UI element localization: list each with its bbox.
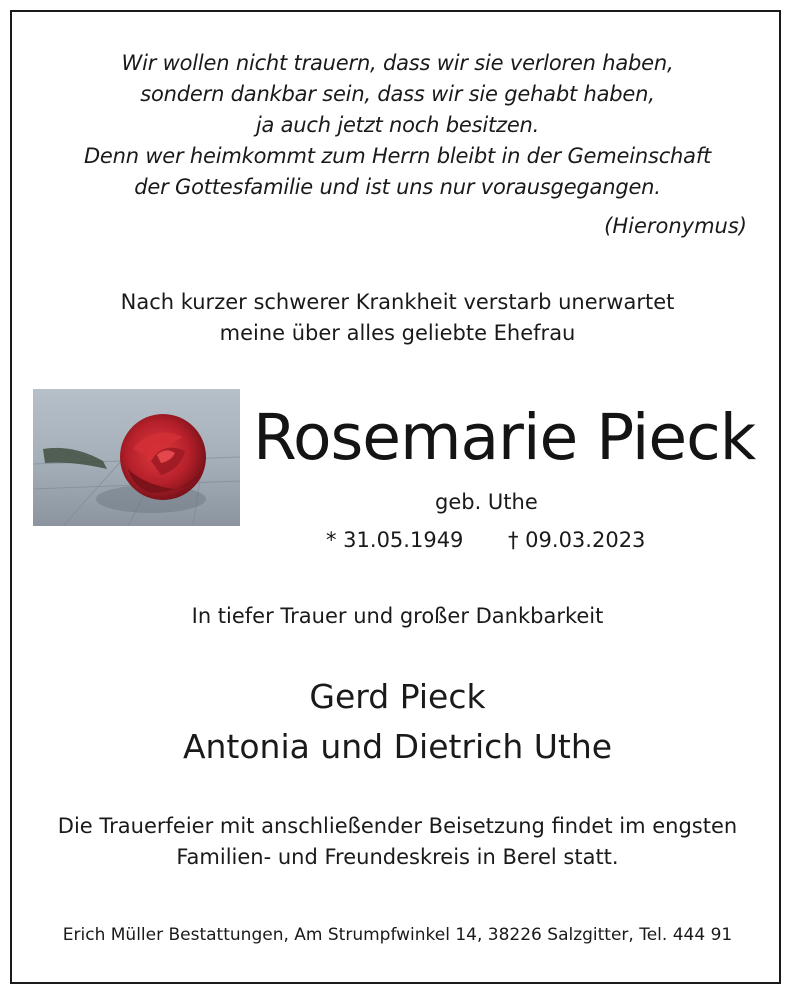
death-date: † 09.03.2023 <box>508 528 646 552</box>
ceremony-line: Die Trauerfeier mit anschließender Beisetzung findet im engsten <box>57 814 738 838</box>
mourning-text: In tiefer Trauer und großer Dankbarkeit <box>191 604 604 628</box>
rose-photo <box>33 389 240 526</box>
family-line: Gerd Pieck <box>309 677 486 716</box>
ceremony-notice <box>10 811 785 873</box>
intro-line: meine über alles geliebte Ehefrau <box>219 321 576 345</box>
rose-icon <box>33 389 240 526</box>
deceased-name: Rosemarie Pieck <box>253 401 756 474</box>
ceremony-line: Familien- und Freundeskreis in Berel statt. <box>176 845 619 869</box>
quote-block <box>10 48 785 203</box>
quote-line: Wir wollen nicht trauern, dass wir sie verloren haben, <box>121 51 674 75</box>
family-line: Antonia und Dietrich Uthe <box>182 727 613 766</box>
quote-author: (Hieronymus) <box>604 214 747 238</box>
quote-line: sondern dankbar sein, dass wir sie gehabt haben, <box>140 82 655 106</box>
intro-text <box>10 287 785 349</box>
quote-line: der Gottesfamilie und ist uns nur vorausgegangen. <box>134 175 661 199</box>
birth-date: * 31.05.1949 <box>326 528 464 552</box>
maiden-name: geb. Uthe <box>435 490 538 514</box>
family-names <box>10 672 785 772</box>
funeral-home-footer: Erich Müller Bestattungen, Am Strumpfwinkel 14, 38226 Salzgitter, Tel. 444 91 <box>62 925 733 945</box>
quote-line: Denn wer heimkommt zum Herrn bleibt in der Gemeinschaft <box>83 144 712 168</box>
intro-line: Nach kurzer schwerer Krankheit verstarb unerwartet <box>120 290 675 314</box>
quote-line: ja auch jetzt noch besitzen. <box>255 113 540 137</box>
